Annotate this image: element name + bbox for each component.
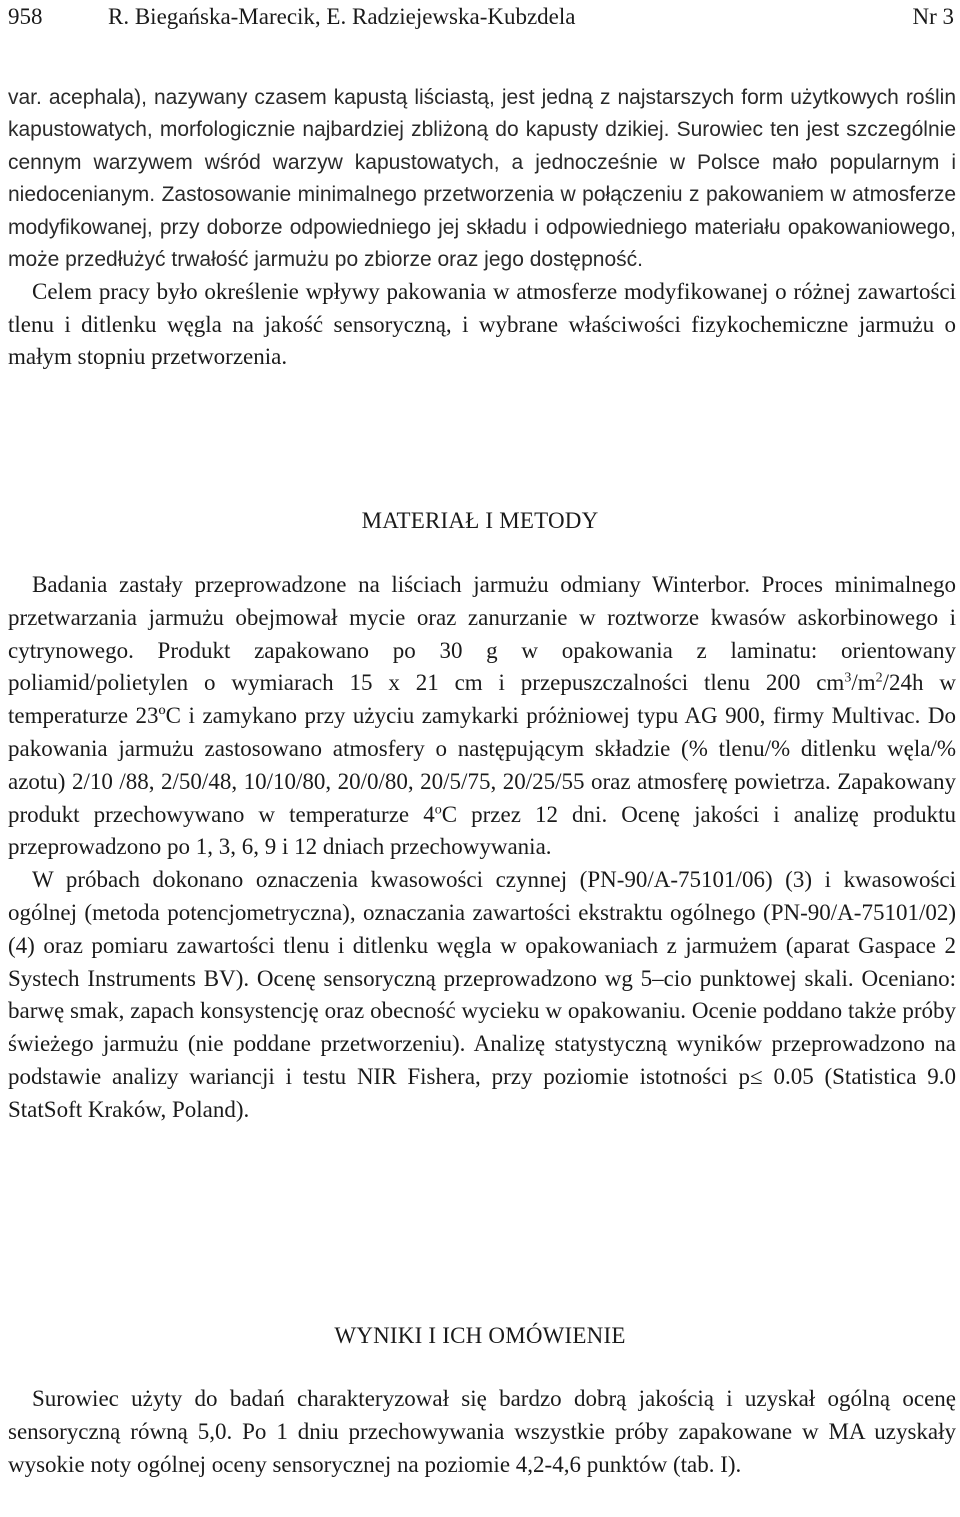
less-or-equal-symbol: ≤	[750, 1063, 763, 1089]
methods-text-1d: C przez 12 dni. Ocenę jakości i analizę produktu przeprowadzono po 1, 3, 6, 9 i 12 dniach przechowywania.	[8, 801, 956, 860]
intro-paragraph-2: Celem pracy było określenie wpływy pakowania w atmosferze modyfikowanej o różnej zawartości tlenu i ditlenku węgla na jakość sensoryczną, i wybrane właściwości fizykochemiczne jarmużu o małym stopniu przetworzenia.	[8, 279, 956, 370]
section-heading-results: WYNIKI I ICH OMÓWIENIE	[334, 1323, 626, 1348]
methods-section	[8, 569, 956, 1127]
methods-paragraph-1	[8, 569, 956, 864]
superscript-cm3: 3	[844, 670, 852, 686]
page-number: 958	[8, 4, 43, 29]
methods-text-1c: /24h w temperaturze 23ºC i zamykano przy użyciu zamykarki próżniowej typu AG 900, firmy Multivac. Do pakowania jarmużu zastosowano atmosfery o następującym składzie (% tlenu/% ditlenku węla/% azotu) 2/10 /88, 2/50/48, 10/10/80, 20/0/80, 20/5/75, 20/25/55 oraz atmosferę powietrza. Zapakowany produkt przechowywano w temperaturze 4	[8, 670, 956, 827]
results-section	[8, 1383, 956, 1481]
issue-number: Nr 3	[912, 4, 954, 29]
intro-paragraph-1: var. acephala), nazywany czasem kapustą liściastą, jest jedną z najstarszych form użytkowych roślin kapustowatych, morfologicznie najbardziej zbliżoną do kapusty dzikiej. Surowiec ten jest szczególnie cennym warzywem wśród warzyw kapustowatych, a jednocześnie w Polsce mało popularnym i niedocenianym. Zastosowanie minimalnego przetworzenia w połączeniu z pakowaniem w atmosferze modyfikowanej, przy doborze odpowiedniego jej składu i odpowiedniego materiału opakowaniowego, może przedłużyć trwałość jarmużu po zbiorze oraz jego dostępność.	[8, 86, 956, 272]
results-paragraph-1: Surowiec użyty do badań charakteryzował się bardzo dobrą jakością i uzyskał ogólną ocenę sensoryczną równą 5,0. Po 1 dniu przechowywania wszystkie próby zapakowane w MA uzyskały wysokie noty ogólnej oceny sensorycznej na poziomie 4,2-4,6 punktów (tab. I).	[8, 1386, 956, 1477]
superscript-m2: 2	[875, 670, 883, 686]
intro-section	[8, 82, 956, 374]
running-header	[8, 2, 954, 32]
methods-text-2a: W próbach dokonano oznaczenia kwasowości czynnej (PN-90/A-75101/06) (3) i kwasowości ogólnej (metoda potencjometryczna), oznaczania zawartości ekstraktu ogólnego (PN-90/A-75101/02) (4) oraz pomiaru zawartości tlenu i ditlenku węgla w opakowaniach z jarmużem (aparat Gaspace 2 Systech Instruments BV). Ocenę sensoryczną przeprowadzono wg 5–cio punktowej skali. Oceniano: barwę smak, zapach konsystencję oraz obecność wycieku w opakowaniu. Ocenie poddano także próby świeżego jarmużu (nie poddane przetworzeniu). Analizę statystyczną wyników przeprowadzono na podstawie analizy wariancji i testu NIR Fishera, przy poziomie istotności p	[8, 867, 956, 1089]
methods-text-2b: 0.05 (Statistica 9.0 StatSoft Kraków, Poland).	[8, 1063, 956, 1122]
methods-text-1a: Badania zastały przeprowadzone na liściach jarmużu odmiany Winterbor. Proces minimalnego przetwarzania jarmużu obejmował mycie oraz zanurzanie w roztworze kwasów askorbinowego i cytrynowego. Produkt zapakowano po 30 g w opakowania z laminatu: orientowany poliamid/polietylen o wymiarach 15 x 21 cm i przepuszczalności tlenu 200 cm	[8, 572, 956, 696]
methods-text-1b: /m	[851, 670, 876, 696]
methods-paragraph-2	[8, 864, 956, 1126]
running-authors: R. Biegańska-Marecik, E. Radziejewska-Kubzdela	[108, 4, 576, 29]
superscript-degree: o	[434, 801, 442, 817]
section-heading-methods: MATERIAŁ I METODY	[361, 508, 599, 533]
